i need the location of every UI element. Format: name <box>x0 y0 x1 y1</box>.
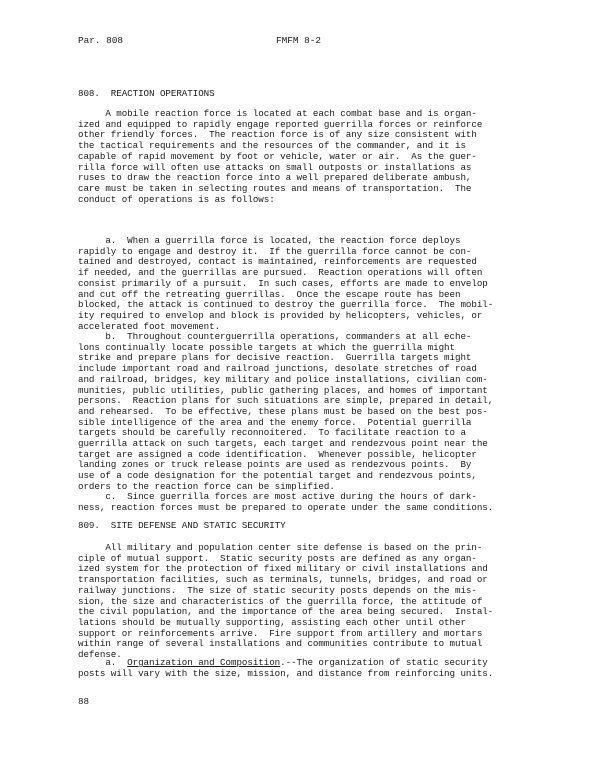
paragraph-a-rest: .--The organization of static security <box>280 657 488 668</box>
paragraph-reference: Par. 808 <box>78 35 124 46</box>
section-809-heading: 809. SITE DEFENSE AND STATIC SECURITY <box>78 520 286 531</box>
section-808-paragraph-c: c. Since guerrilla forces are most active during the hours of dark- ness, reaction forces must be prepared to operate under the same conditions. <box>78 491 494 513</box>
page-number: 88 <box>78 696 90 707</box>
section-808-paragraph-a: a. When a guerrilla force is located, the reaction force deploys rapidly to engage and destroy it. If the guerrilla force cannot be con- tained and destroyed, contact is maintained, reinforcements are requested if needed, and the guerrillas are pursued. Reaction operations will often consist primarily of a pursuit. In such cases, efforts are made to envelop and cut off the retreating guerrillas. Once the escape route has been blocked, the attack is continued to destroy the guerrilla force. The mobil- ity required to envelop and block is provided by helicopters, vehicles, or accelerated foot movement. <box>78 235 494 332</box>
manual-designation: FMFM 8-2 <box>276 35 322 46</box>
section-808-heading: 808. REACTION OPERATIONS <box>78 88 215 99</box>
section-809-intro-paragraph: All military and population center site defense is based on the prin- ciple of mutual support. Static security posts are defined as any organ- ized system for the protection of fixed military or civil installations and transportation facilities, such as terminals, tunnels, bridges, and road or railway junctions. The size of static security posts depends on the mis- sion, the size and characteristics of the guerrilla force, the attitude of the civil population, and the importance of the area being secured. Instal- lations should be mutually supporting, assisting each other until other support or reinforcements arrive. Fire support from artillery and mortars within range of several installations and communities contribute to mutual defense. <box>78 542 494 661</box>
page-header <box>78 34 518 48</box>
section-808-paragraph-b: b. Throughout counterguerrilla operations, commanders at all eche- lons continually locate possible targets at which the guerrilla might strike and prepare plans for decisive reaction. Guerrilla targets might include important road and railroad junctions, desolate stretches of road and railroad, bridges, key military and police installations, civilian com- munities, public utilities, public gathering places, and homes of important persons. Reaction plans for such situations are simple, prepared in detail, and rehearsed. To be effective, these plans must be based on the best pos- sible intelligence of the area and the enemy force. Potential guerrilla targets should be carefully reconnoitered. To facilitate reaction to a guerrilla attack on such targets, each target and rendezvous point near the target are assigned a code identification. Whenever possible, helicopter landing zones or truck release points are used as rendezvous points. By use of a code designation for the potential target and rendezvous points, orders to the reaction force can be simplified. <box>78 331 494 492</box>
paragraph-a-title: Organization and Composition <box>127 657 281 668</box>
paragraph-a-prefix: a. <box>78 657 128 668</box>
section-809-paragraph-a <box>78 658 524 679</box>
section-808-intro-paragraph: A mobile reaction force is located at each combat base and is organ- ized and equipped to rapidly engage reported guerrilla forces or reinforce other friendly forces. The reaction force is of any size consistent with the tactical requirements and the resources of the commander, and it is capable of rapid movement by foot or vehicle, water or air. As the guer- rilla force will often use attacks on small outposts or installations as ruses to draw the reaction force into a well prepared deliberate ambush, care must be taken in selecting routes and means of transportation. The conduct of operations is as follows: <box>78 108 483 205</box>
paragraph-a-line-2: posts will vary with the size, mission, and distance from reinforcing units. <box>78 667 494 679</box>
